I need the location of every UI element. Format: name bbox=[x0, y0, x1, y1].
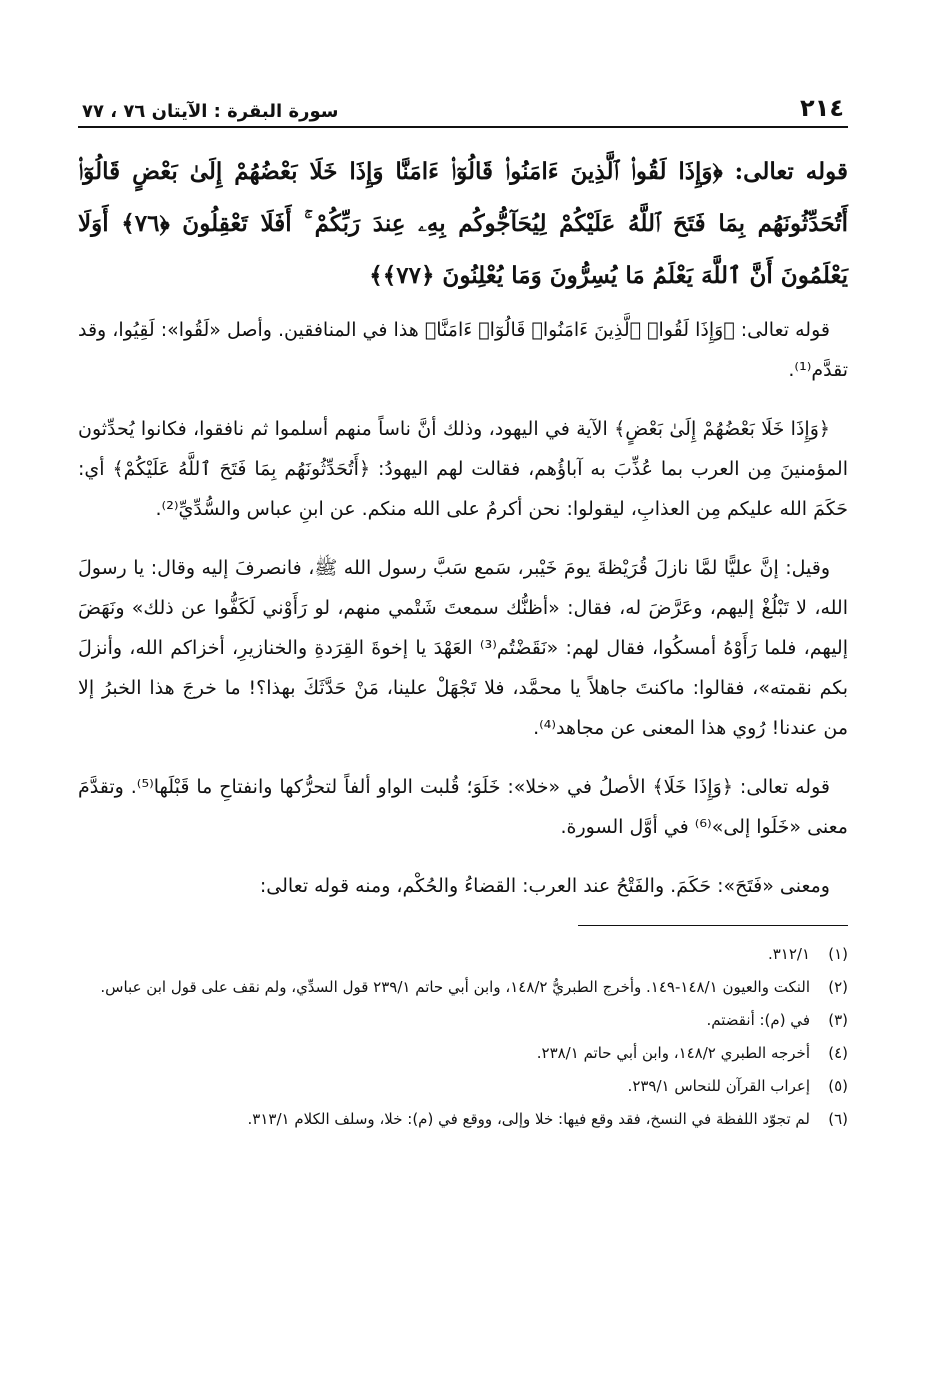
footnote-text: أخرجه الطبري ١٤٨/٢، وابن أبي حاتم ٢٣٨/١. bbox=[536, 1044, 810, 1062]
book-page bbox=[78, 88, 848, 1136]
verse-text: ﴿وَإِذَا لَقُوا۟ ٱلَّذِينَ ءَامَنُوا۟ قَالُوٓا۟ ءَامَنَّا وَإِذَا خَلَا بَعْضُهُمْ إِلَىٰ بَعْضٍ قَالُوٓا۟ أَتُحَدِّثُونَهُم بِمَا فَتَحَ ٱللَّهُ عَلَيْكُمْ لِيُحَآجُّوكُم بِهِۦ عِندَ رَبِّكُمْ ۚ أَفَلَا تَعْقِلُونَ ﴿٧٦﴾ أَوَلَا يَعْلَمُونَ أَنَّ ٱللَّهَ يَعْلَمُ مَا يُسِرُّونَ وَمَا يُعْلِنُونَ ﴿٧٧﴾﴾ bbox=[78, 158, 848, 289]
footnote-text: لم تجوّد اللفظة في النسخ، فقد وقع فيها: خلا وإلى، ووقع في (م): خلا، وسلف الكلام ٣١٣/١. bbox=[247, 1110, 810, 1128]
running-header bbox=[78, 88, 848, 128]
footnote-2 bbox=[78, 971, 848, 1004]
footnote-4 bbox=[78, 1037, 848, 1070]
footnote-number: (١) bbox=[828, 945, 848, 963]
commentary-paragraph-3: وقيل: إنَّ عليًّا لمَّا نازلَ قُرَيْظةَ يومَ خَيْبر، سَمع سَبَّ رسول الله ﷺ، فانصرفَ إليه وقال: يا رسولَ الله، لا تَبْلُغْ إليهم، وعَرَّضَ له، فقال: «أظنُّك سمعتَ شَتْمي منهم، لو رَأَوْني لَكَفُّوا عن ذلك» ونَهَضَ إليهم، فلما رَأَوْهُ أمسكُوا، فقال لهم: «نَقَضْتُم⁽³⁾ العَهْدَ يا إخوةَ القِرَدةِ والخنازيرِ، أخزاكم الله، وأنزلَ بكم نقمته»، فقالوا: ماكنتَ جاهلاً يا محمَّد، فلا تَجْهَلْ علينا، مَنْ حَدَّثَكَ بهذا؟! ما خرجَ هذا الخبرُ إلا من عندنا! رُوي هذا المعنى عن مجاهد⁽⁴⁾. bbox=[78, 557, 848, 739]
footnote-text: النكت والعيون ١٤٨/١-١٤٩. وأخرج الطبريُّ ١٤٨/٢، وابن أبي حاتم ٢٣٩/١ قول السدِّي، ولم نقف على قول ابن عباس. bbox=[100, 978, 810, 996]
footnote-number: (٦) bbox=[828, 1110, 848, 1128]
footnote-6 bbox=[78, 1103, 848, 1136]
page-number: ٢١٤ bbox=[800, 94, 844, 122]
footnote-5 bbox=[78, 1070, 848, 1103]
verse-lead: قوله تعالى: bbox=[734, 158, 848, 185]
commentary-paragraph-5: ومعنى «فَتَحَ»: حَكَمَ. والفَتْحُ عند العرب: القضاءُ والحُكْم، ومنه قوله تعالى: bbox=[259, 875, 830, 897]
verse-block bbox=[78, 146, 848, 302]
commentary-paragraph-2: ﴿وَإِذَا خَلَا بَعْضُهُمْ إِلَىٰ بَعْضٍ﴾ الآية في اليهود، وذلك أنَّ ناساً منهم أسلموا ثم نافقوا، فكانوا يُحدِّثون المؤمنينَ مِن العرب بما عُذِّبَ به آباؤُهم، فقالت لهم اليهودُ: ﴿أَتُحَدِّثُونَهُم بِمَا فَتَحَ ٱللَّهُ عَلَيْكُمْ﴾ أي: حَكَمَ الله عليكم مِن العذابِ، ليقولوا: نحن أكرمُ على الله منكم. عن ابنِ عباس والسُّدِّيِّ⁽²⁾. bbox=[78, 418, 848, 520]
footnote-text: إعراب القرآن للنحاس ٢٣٩/١. bbox=[627, 1077, 810, 1095]
footnote-number: (٥) bbox=[828, 1077, 848, 1095]
footnote-divider bbox=[578, 925, 848, 926]
footnote-number: (٤) bbox=[828, 1044, 848, 1062]
footnote-text: في (م): أنقضتم. bbox=[706, 1011, 810, 1029]
commentary-paragraph-4: قوله تعالى: ﴿وَإِذَا خَلَا﴾ الأصلُ في «خلا»: خَلَوَ؛ قُلبت الواو ألفاً لتحرُّكها وانفتاحِ ما قَبْلَها⁽⁵⁾. وتقدَّمَ معنى «خَلَوا إلى»⁽⁶⁾ في أوَّل السورة. bbox=[78, 776, 848, 838]
footnote-number: (٢) bbox=[828, 978, 848, 996]
footnote-3 bbox=[78, 1004, 848, 1037]
commentary-paragraph-1: قوله تعالى: ﴿وَإِذَا لَقُوا۟ ٱلَّذِينَ ءَامَنُوا۟ قَالُوٓا۟ ءَامَنَّا﴾ هذا في المنافقين. وأصل «لَقُوا»: لَقِيُوا، وقد تقدَّم⁽¹⁾. bbox=[78, 319, 848, 381]
footnote-text: ٣١٢/١. bbox=[767, 945, 810, 963]
footnotes bbox=[78, 938, 848, 1136]
header-title: سورة البقرة : الآيتان ٧٦ ، ٧٧ bbox=[82, 101, 339, 122]
footnote-number: (٣) bbox=[828, 1011, 848, 1029]
footnote-1 bbox=[78, 938, 848, 971]
